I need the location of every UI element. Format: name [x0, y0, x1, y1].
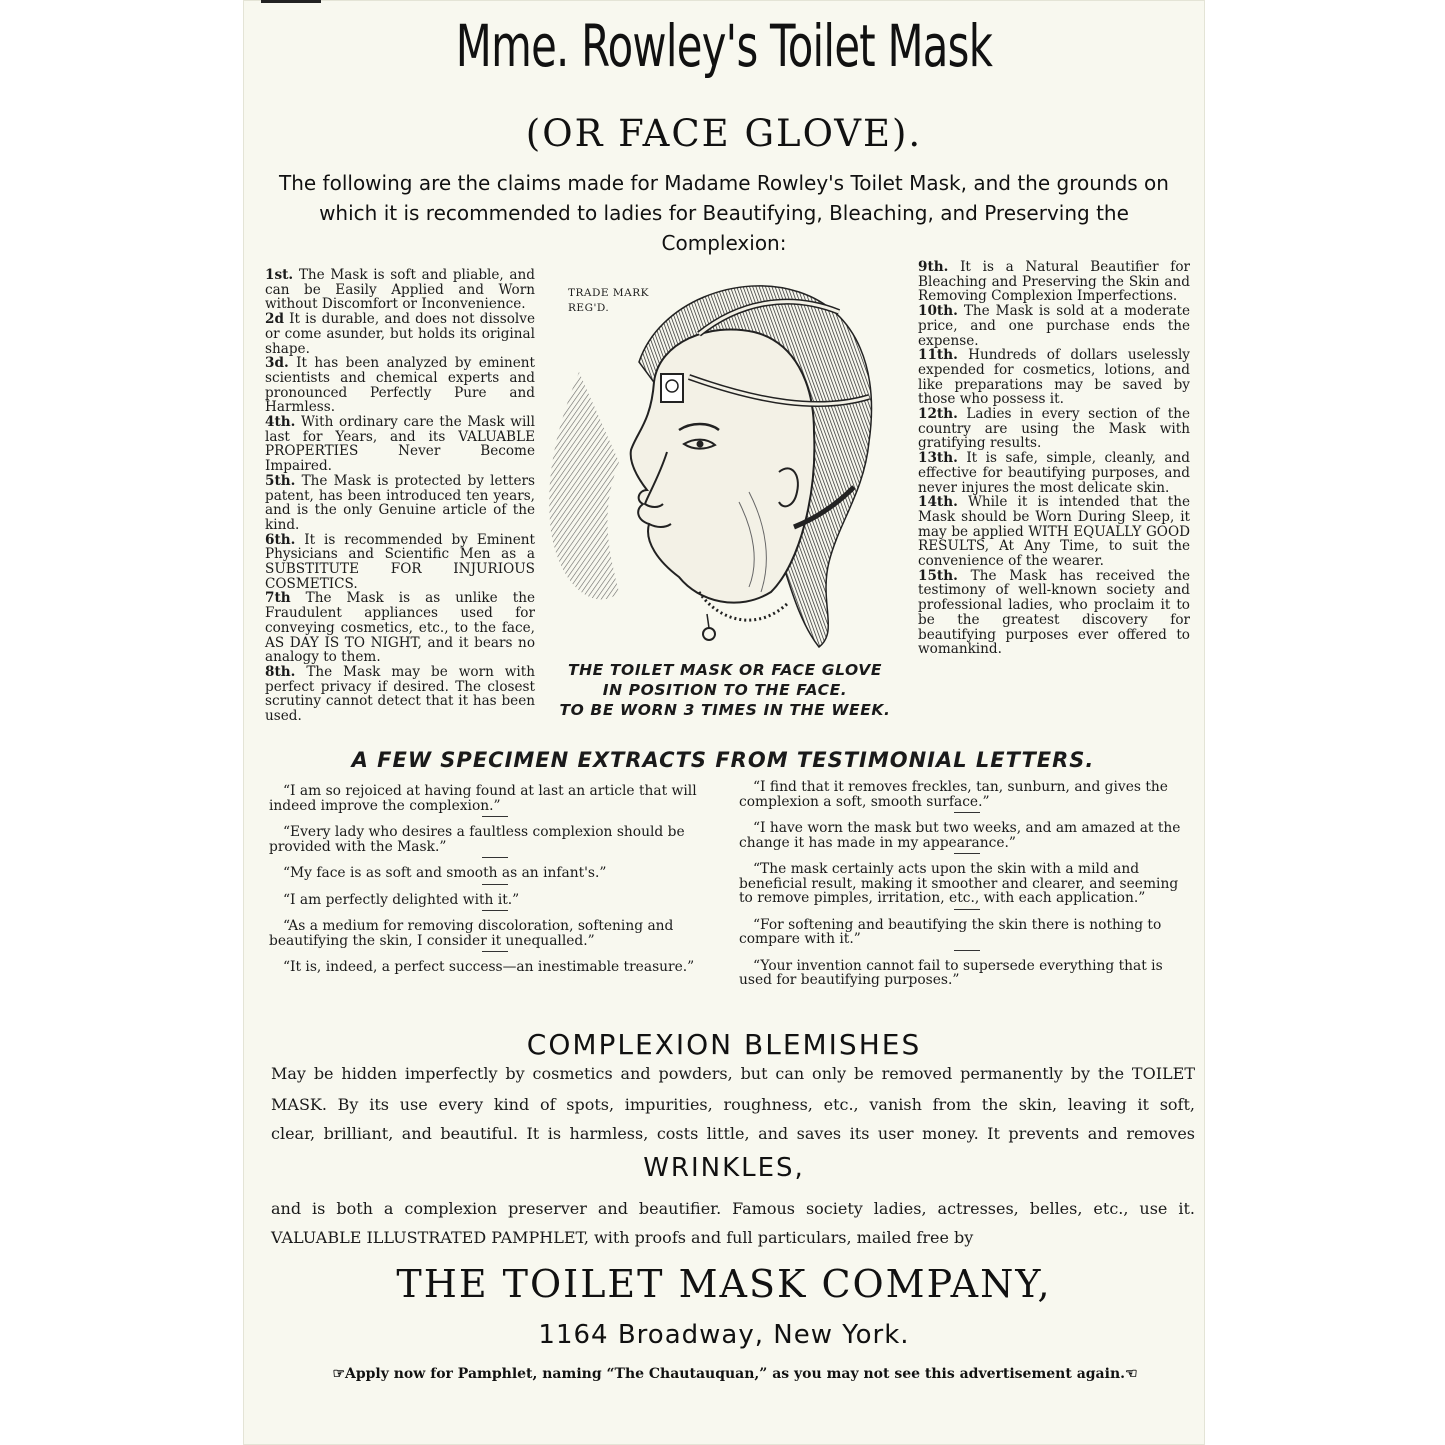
- claim-number: 6th.: [265, 531, 296, 548]
- blemishes-line: MASK. By its use every kind of spots, impurities, roughness, etc., vanish from the skin, leaving it soft,: [271, 1095, 1195, 1114]
- claim-number: 7th: [265, 590, 291, 607]
- divider: [482, 884, 508, 885]
- blemishes-line: clear, brilliant, and beautiful. It is harmless, costs little, and saves its user money. It prevents and removes: [271, 1124, 1195, 1143]
- claim-text: The Mask may be worn with perfect privacy if desired. The closest scrutiny cannot detect that it has been used.: [265, 663, 536, 725]
- claim-number: 14th.: [918, 494, 958, 511]
- claim-item: [918, 260, 1190, 304]
- claim-number: 2d: [265, 311, 284, 328]
- claim-number: 4th.: [265, 414, 296, 431]
- claim-text: It is durable, and does not dissolve or come asunder, but holds its original shape.: [265, 311, 535, 357]
- caption-line: TO BE WORN 3 TIMES IN THE WEEK.: [559, 701, 891, 719]
- claim-item: [918, 348, 1190, 407]
- claim-item: [265, 356, 535, 415]
- testimonial-quote: “I have worn the mask but two weeks, and am amazed at the change it has made in my appearance.”: [739, 820, 1181, 851]
- testimonial-quote: “My face is as soft and smooth as an infant's.”: [283, 865, 607, 881]
- testimonial-quote: “I am perfectly delighted with it.”: [283, 891, 520, 908]
- claims-left-column: [265, 268, 535, 724]
- testimonial-quote: “I am so rejoiced at having found at last an article that will indeed improve the complexion.”: [269, 783, 697, 814]
- divider: [954, 950, 980, 951]
- divider: [482, 857, 508, 858]
- testimonial-quote: “As a medium for removing discoloration, softening and beautifying the skin, I consider it unequalled.”: [269, 918, 674, 949]
- intro-text: The following are the claims made for Madame Rowley's Toilet Mask, and the grounds on which it is recommended to ladies for Beautifying, Bleaching, and Preserving the Complexion:: [279, 171, 1169, 255]
- claim-number: 11th.: [918, 347, 958, 364]
- claim-text: It is recommended by Eminent Physicians and Scientific Men as a SUBSTITUTE FOR INJURIOUS COSMETICS.: [265, 531, 536, 592]
- caption-line: THE TOILET MASK OR FACE GLOVE: [567, 661, 883, 679]
- wrinkles-heading: WRINKLES,: [643, 1153, 805, 1183]
- claim-number: 12th.: [918, 406, 958, 423]
- testimonials-left-column: [269, 784, 721, 986]
- claim-item: [265, 268, 535, 312]
- testimonial-quote: “Your invention cannot fail to supersede everything that is used for beautifying purposes.”: [739, 957, 1163, 988]
- claim-number: 10th.: [918, 303, 958, 320]
- wrinkles-line: and is both a complexion preserver and beautifier. Famous society ladies, actresses, belles, etc., use it.: [271, 1199, 1195, 1218]
- divider: [482, 910, 508, 911]
- claim-number: 8th.: [265, 663, 296, 680]
- divider: [954, 853, 980, 854]
- claim-number: 1st.: [265, 267, 294, 283]
- claim-text: The Mask is as unlike the Fraudulent appliances used for conveying cosmetics, etc., to the face, AS DAY IS TO NIGHT, and it bears no analogy to them.: [265, 590, 535, 666]
- claim-item: [918, 407, 1190, 451]
- testimonial-quote: “I find that it removes freckles, tan, sunburn, and gives the complexion a soft, smooth surface.”: [739, 779, 1168, 810]
- divider: [482, 816, 508, 817]
- testimonial-quote: “It is, indeed, a perfect success—an inestimable treasure.”: [283, 959, 695, 975]
- blemishes-line: May be hidden imperfectly by cosmetics and powders, but can only be removed permanently by the TOILET: [271, 1064, 1195, 1083]
- claims-right-column: [918, 260, 1190, 657]
- advertisement-page: [243, 0, 1205, 1445]
- claim-text: The Mask has received the testimony of well-known society and professional ladies, who proclaim it to be the greatest discovery for beautifying purposes ever offered to womankind.: [918, 567, 1190, 658]
- testimonials-heading: A FEW SPECIMEN EXTRACTS FROM TESTIMONIAL LETTERS.: [351, 748, 1095, 772]
- claim-text: The Mask is sold at a moderate price, and one purchase ends the expense.: [918, 303, 1190, 349]
- divider: [954, 909, 980, 910]
- divider: [954, 812, 980, 813]
- claim-item: [265, 312, 535, 356]
- ad-title: Mme. Rowley's Toilet Mask: [455, 12, 993, 80]
- face-mask-illustration: [539, 262, 911, 662]
- claim-item: [265, 474, 535, 533]
- claim-number: 9th.: [918, 259, 949, 275]
- claim-item: [265, 415, 535, 474]
- claim-text: It is a Natural Beautifier for Bleaching and Preserving the Skin and Removing Complexion Imperfections.: [918, 259, 1190, 305]
- company-address: 1164 Broadway, New York.: [538, 1320, 910, 1350]
- claim-text: Hundreds of dollars uselessly expended for cosmetics, lotions, and like preparations may be saved by those who possess it.: [918, 347, 1190, 408]
- claim-number: 5th.: [265, 472, 296, 489]
- company-name: THE TOILET MASK COMPANY,: [396, 1262, 1052, 1306]
- apply-note: ☞Apply now for Pamphlet, naming “The Chautauquan,” as you may not see this advertisement again.☜: [332, 1366, 1138, 1382]
- claim-text: Ladies in every section of the country are using the Mask with gratifying results.: [918, 406, 1190, 452]
- claim-item: [265, 533, 535, 592]
- testimonials-right-column: [739, 780, 1195, 999]
- claim-item: [918, 569, 1190, 657]
- claim-text: The Mask is protected by letters patent, has been introduced ten years, and is the only Genuine article of the kind.: [265, 472, 535, 533]
- claim-item: [265, 665, 535, 724]
- top-rule: [261, 0, 321, 3]
- claim-number: 15th.: [918, 567, 958, 584]
- testimonial-quote: “For softening and beautifying the skin there is nothing to compare with it.”: [739, 916, 1162, 947]
- trade-mark-label: TRADE MARK REG'D.: [568, 287, 649, 314]
- testimonial-quote: “The mask certainly acts upon the skin with a mild and beneficial result, making it smoother and clearer, and seeming to remove pimples, irritation, etc., with each application.”: [739, 861, 1179, 906]
- caption-line: IN POSITION TO THE FACE.: [602, 681, 848, 699]
- wrinkles-line: VALUABLE ILLUSTRATED PAMPHLET, with proofs and full particulars, mailed free by: [271, 1228, 974, 1247]
- blemishes-heading: COMPLEXION BLEMISHES: [526, 1028, 922, 1061]
- claim-number: 3d.: [265, 355, 289, 372]
- claim-number: 13th.: [918, 450, 958, 467]
- testimonial-quote: “Every lady who desires a faultless complexion should be provided with the Mask.”: [269, 824, 685, 855]
- claim-text: It has been analyzed by eminent scientists and chemical experts and pronounced Perfectly Pure and Harmless.: [265, 355, 535, 416]
- claim-text: It is safe, simple, cleanly, and effective for beautifying purposes, and never injures the most delicate skin.: [918, 450, 1190, 496]
- claim-text: With ordinary care the Mask will last for Years, and its VALUABLE PROPERTIES Never Become Impaired.: [265, 414, 535, 475]
- claim-text: The Mask is soft and pliable, and can be Easily Applied and Worn without Discomfort or Inconvenience.: [265, 267, 535, 313]
- claim-item: [918, 451, 1190, 495]
- illustration-caption: [539, 660, 911, 720]
- claim-item: [265, 591, 535, 665]
- ad-subtitle: (OR FACE GLOVE).: [525, 112, 923, 155]
- claim-item: [918, 304, 1190, 348]
- divider: [482, 951, 508, 952]
- claim-item: [918, 495, 1190, 569]
- claim-text: While it is intended that the Mask should be Worn During Sleep, it may be applied WITH EQUALLY GOOD RESULTS, At Any Time, to suit the convenience of the wearer.: [918, 494, 1190, 570]
